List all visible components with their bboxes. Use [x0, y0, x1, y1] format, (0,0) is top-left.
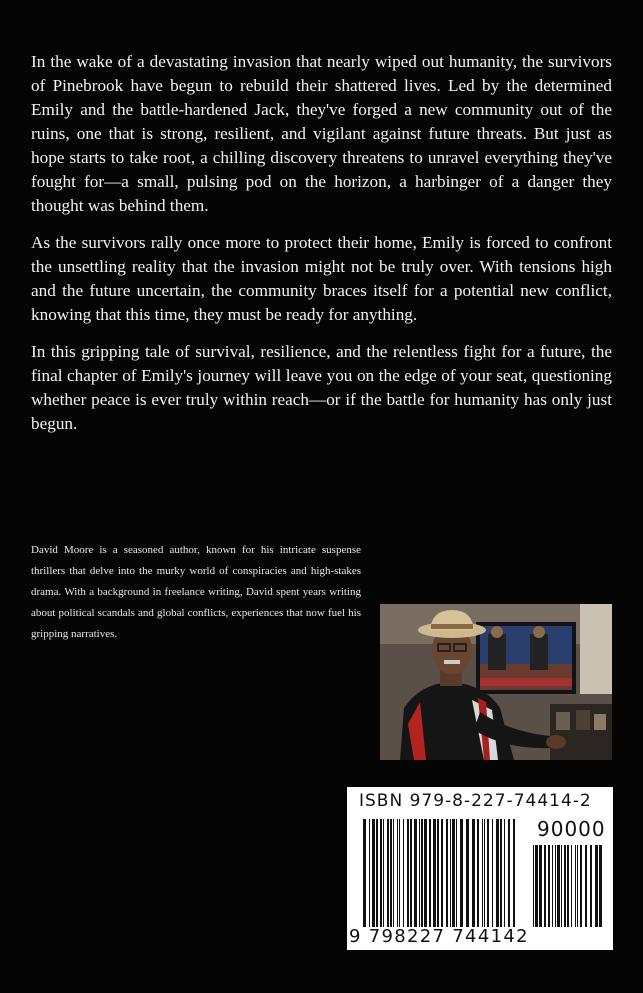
blurb-paragraph-3: In this gripping tale of survival, resilience, and the relentless fight for a future, the final chapter of Emily's journey will leave you on the edge of your seat, questioning whether peace is ever truly within reach—or if the battle for humanity has only just begun. — [31, 342, 612, 433]
price-code: 90000 — [537, 817, 606, 841]
author-photo — [380, 604, 612, 760]
author-bio: David Moore is a seasoned author, known for his intricate suspense thrillers that delve into the murky world of conspiracies and high-stakes drama. With a background in freelance writing, David spent years writing about political scandals and global conflicts, experiences that now fuel his gripping narratives. — [31, 544, 361, 640]
blurb-paragraph-2: As the survivors rally once more to protect their home, Emily is forced to confront the unsettling reality that the invasion might not be truly over. With tensions high and the future uncertain, the community braces itself for a potential new conflict, knowing that this time, they must be ready for anything. — [31, 233, 612, 324]
author-photo-image — [380, 604, 612, 760]
isbn-label: ISBN 979-8-227-74414-2 — [359, 791, 592, 811]
blurb-paragraph-1: In the wake of a devastating invasion that nearly wiped out humanity, the survivors of Pinebrook have begun to rebuild their shattered lives. Led by the determined Emily and the battle-hardened Jack, they've forged a new community out of the ruins, one that is strong, resilient, and vigilant against future threats. But just as hope starts to take root, a chilling discovery threatens to unravel everything they've fought for—a small, pulsing pod on the horizon, a harbinger of a danger they thought was behind them. — [31, 52, 612, 215]
barcode-digits: 9 798227 744142 — [349, 926, 529, 947]
isbn-barcode — [347, 787, 613, 950]
book-blurb — [31, 50, 612, 449]
